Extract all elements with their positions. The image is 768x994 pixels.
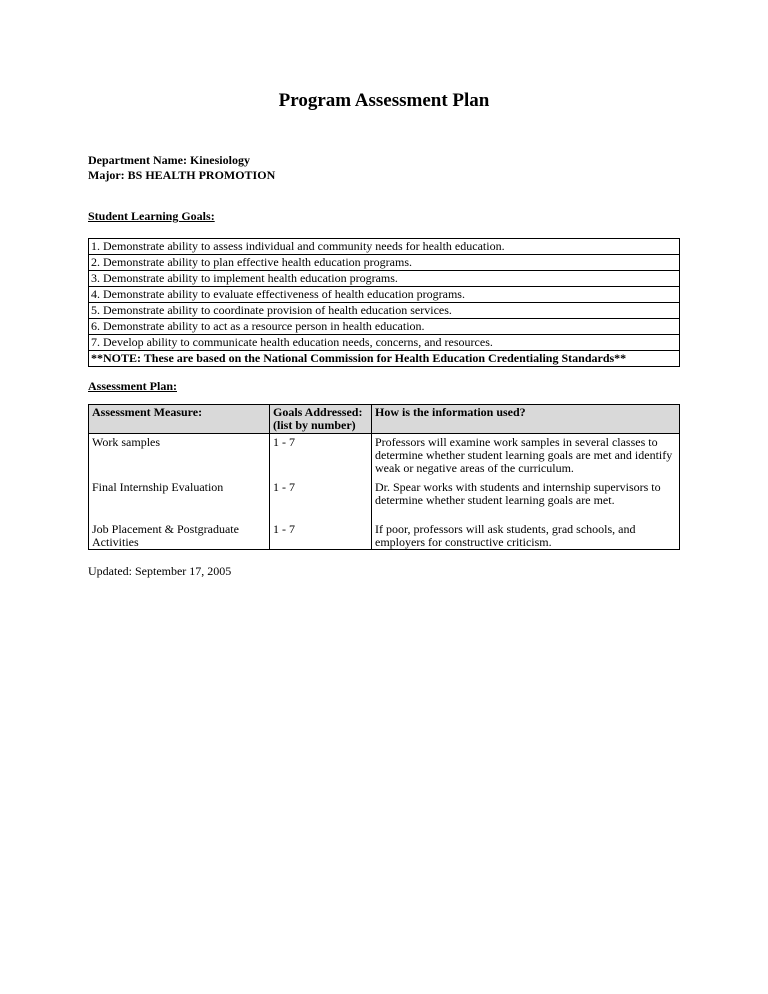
table-header-row	[89, 405, 679, 434]
goals-note: **NOTE: These are based on the National Commission for Health Education Credentialing Standards**	[91, 351, 627, 365]
goal-item: 4. Demonstrate ability to evaluate effectiveness of health education programs.	[89, 287, 679, 303]
column-header-goals: Goals Addressed: (list by number)	[270, 405, 372, 433]
column-header-measure: Assessment Measure:	[89, 405, 270, 433]
goal-item: 2. Demonstrate ability to plan effective health education programs.	[89, 255, 679, 271]
assessment-plan-table	[88, 404, 680, 550]
measure-cell: Job Placement & Postgraduate Activities	[89, 521, 270, 549]
column-header-usage: How is the information used?	[375, 405, 526, 419]
measure-cell: Work samples	[89, 434, 270, 479]
table-row	[89, 521, 679, 549]
usage-cell: Dr. Spear works with students and internship supervisors to determine whether student learning goals are met.	[375, 480, 661, 507]
table-row	[89, 434, 679, 479]
updated-date: Updated: September 17, 2005	[88, 564, 232, 578]
assessment-plan-heading: Assessment Plan:	[88, 379, 177, 393]
measure-cell: Final Internship Evaluation	[89, 479, 270, 521]
document-title: Program Assessment Plan	[278, 90, 490, 111]
goal-item: 7. Develop ability to communicate health education needs, concerns, and resources.	[89, 335, 679, 351]
goal-item: 1. Demonstrate ability to assess individual and community needs for health education.	[89, 239, 679, 255]
department-name: Department Name: Kinesiology	[88, 153, 250, 167]
usage-cell: Professors will examine work samples in several classes to determine whether student learning goals are met and identify weak or negative areas of the curriculum.	[375, 435, 673, 475]
major-name: Major: BS HEALTH PROMOTION	[88, 168, 276, 182]
goals-cell: 1 - 7	[270, 434, 372, 479]
goals-cell: 1 - 7	[270, 521, 372, 549]
goals-table	[88, 238, 680, 367]
goals-heading: Student Learning Goals:	[88, 209, 215, 223]
program-info	[88, 153, 275, 183]
goal-item: 5. Demonstrate ability to coordinate provision of health education services.	[89, 303, 679, 319]
goal-item: 6. Demonstrate ability to act as a resource person in health education.	[89, 319, 679, 335]
usage-cell: If poor, professors will ask students, grad schools, and employers for constructive criticism.	[375, 522, 636, 549]
table-row	[89, 479, 679, 521]
goal-item: 3. Demonstrate ability to implement health education programs.	[89, 271, 679, 287]
goals-cell: 1 - 7	[270, 479, 372, 521]
